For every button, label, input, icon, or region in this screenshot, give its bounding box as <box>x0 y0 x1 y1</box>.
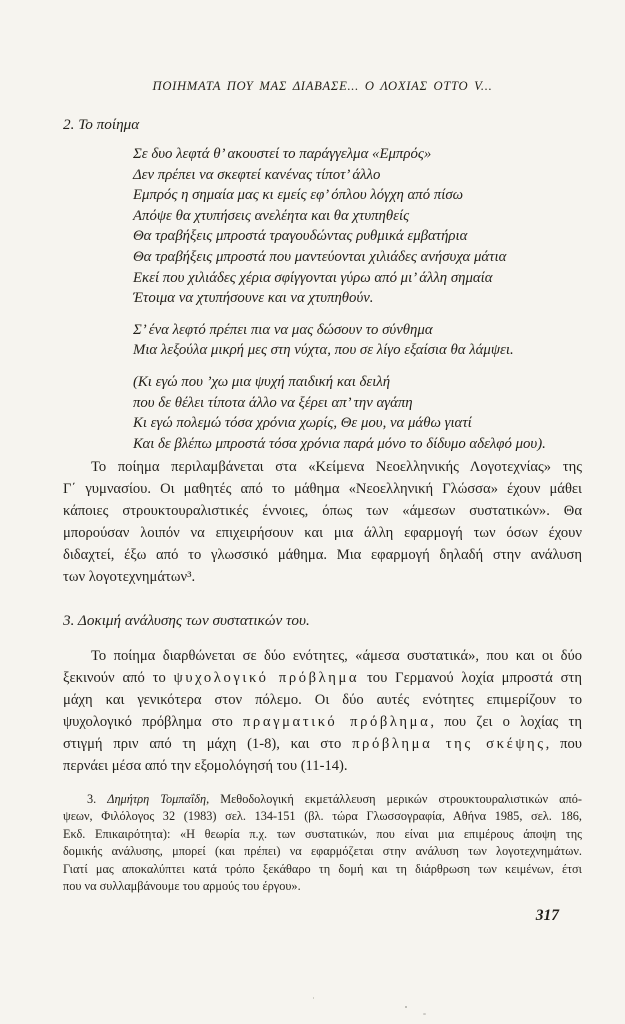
poem-line: Σε δυο λεφτά θ’ ακουστεί το παράγγελμα «Εμπρός» <box>133 146 432 162</box>
poem-line: Κι εγώ πολεμώ τόσα χρόνια χωρίς, Θε μου, να μάθω γιατί <box>133 415 472 432</box>
poem-line: (Κι εγώ που ’χω μια ψυχή παιδική και δειλή <box>133 373 391 390</box>
text-line: μπορούσαν λοιπόν να επιχειρήσουν και μια άλλη εφαρμογή των όσων έχουν <box>63 525 582 541</box>
text-line: που να συλλαμβάνουμε του αρμούς του έργου». <box>63 879 301 894</box>
text-line: διδαχτεί, έξω από το γλωσσικό μάθημα. Μια εφαρμογή δηλαδή στην ανάλυση <box>63 547 582 563</box>
text-line: Γιατί μας αποκαλύπτει κατά τρόπο ξεκάθαρο τη δομή και τη διάρθρωση των κειμένων, έτσι <box>63 861 582 876</box>
text-line: Εκδ. Επικαιρότητα): «Η θεωρία π.χ. των συστατικών, που είναι μια επιμέρους άποψη της <box>63 826 582 841</box>
section-2-heading: 2. Το ποίημα <box>63 116 140 133</box>
text-line: ψεων, Φιλόλογος 32 (1983) σελ. 134-151 (βλ. τώρα Γλωσσογραφία, Αθήνα 1985, σελ. 186, <box>63 809 582 824</box>
text-line: 3. Δημήτρη Τομπαΐδη, Μεθοδολογική εκμετάλλευση μερικών στρουκτουραλιστικών από- <box>87 792 582 806</box>
paragraph-1 <box>63 456 582 588</box>
text-line: ξεκινούν από το ψυχολογικό πρόβλημα του Γερμανού λοχία μπροστά στη <box>63 670 582 686</box>
poem-line: που δε θέλει τίποτα άλλο να ξέρει απ’ την αγάπη <box>133 394 413 411</box>
text-line: των λογοτεχνημάτων³. <box>63 569 196 585</box>
section-3-heading: 3. Δοκιμή ανάλυσης των συστατικών του. <box>63 612 310 629</box>
poem-line: Μια λεξούλα μικρή μες στη νύχτα, που σε λίγο εξαίσια θα λάμψει. <box>133 342 514 359</box>
page-number: 317 <box>535 907 559 924</box>
poem-line: Δεν πρέπει να σκεφτεί κανένας τίποτ’ άλλο <box>133 166 381 183</box>
poem-line: Σ’ ένα λεφτό πρέπει πια να μας δώσουν το σύνθημα <box>133 321 433 338</box>
scan-speck <box>313 997 314 999</box>
poem-line: Έτοιμα να χτυπήσουνε και να χτυπηθούν. <box>133 290 374 307</box>
poem-line: Απόψε θα χτυπήσεις ανελέητα και θα χτυπηθείς <box>133 207 410 224</box>
running-header: ΠΟΙΗΜΑΤΑ ΠΟΥ ΜΑΣ ΔΙΑΒΑΣΕ... Ο ΛΟΧΙΑΣ ΟΤΤΟ V... <box>152 79 493 93</box>
emphasized-segment: πραγματικό πρόβλημα <box>242 714 431 730</box>
poem-block <box>133 144 582 465</box>
poem-stanza <box>133 320 582 361</box>
poem-line: Εκεί που χιλιάδες χέρια σφίγγονται γύρω από μι’ άλλη σημαία <box>133 269 493 286</box>
text-line: Το ποίημα περιλαμβάνεται στα «Κείμενα Νεοελληνικής Λογοτεχνίας» της <box>91 459 582 475</box>
scan-speck <box>423 1013 426 1015</box>
poem-line: Θα τραβήξεις μπροστά τραγουδώντας ρυθμικά εμβατήρια <box>133 228 468 245</box>
text-line: Το ποίημα διαρθώνεται σε δύο ενότητες, «άμεσα συστατικά», που και οι δύο <box>91 648 582 664</box>
poem-stanza <box>133 372 582 454</box>
text-line: ψυχολογικό πρόβλημα στο πραγματικό πρόβλημα, που ζει ο λοχίας τη <box>63 714 582 730</box>
poem-stanza <box>133 144 582 309</box>
paragraph-2 <box>63 645 582 777</box>
poem-line: Θα τραβήξεις μπροστά που μαντεύονται χιλιάδες ανήσυχα μάτια <box>133 248 507 265</box>
poem-line: Και δε βλέπω μπροστά τόσα χρόνια παρά μόνο το δίδυμο αδελφό μου). <box>133 435 546 452</box>
italic-segment: Δημήτρη Τομπαΐδη, <box>107 792 210 806</box>
footnote-3 <box>63 791 582 895</box>
text-line: δομικής ανάλυσης, μπορεί (και πρέπει) να εφαρμόζεται στην ανάλυση των λογοτεχνημάτων. <box>63 844 582 859</box>
scan-speck <box>405 1006 407 1008</box>
text-line: στιγμή πριν από τη μάχη (1-8), και στο πρόβλημα της σκέψης, που <box>63 736 582 752</box>
poem-line: Εμπρός η σημαία μας κι εμείς εφ’ όπλου λόγχη από πίσω <box>133 187 464 204</box>
emphasized-segment: πρόβλημα της σκέψης <box>352 736 546 752</box>
text-line: κάποιες στρουκτουραλιστικές έννοιες, όπως των «άμεσων συστατικών». Θα <box>63 503 582 519</box>
text-line: περνάει μέσα από την εξομολόγησή του (11-14). <box>63 758 348 774</box>
emphasized-segment: ψυχολογικό πρόβλημα <box>173 670 360 686</box>
text-line: μάχη και γενικότερα στον πόλεμο. Οι δύο αυτές ενότητες επιμερίζουν το <box>63 692 582 708</box>
text-line: Γ΄ γυμνασίου. Οι μαθητές από το μάθημα «Νεοελληνική Γλώσσα» έχουν μάθει <box>63 481 582 497</box>
